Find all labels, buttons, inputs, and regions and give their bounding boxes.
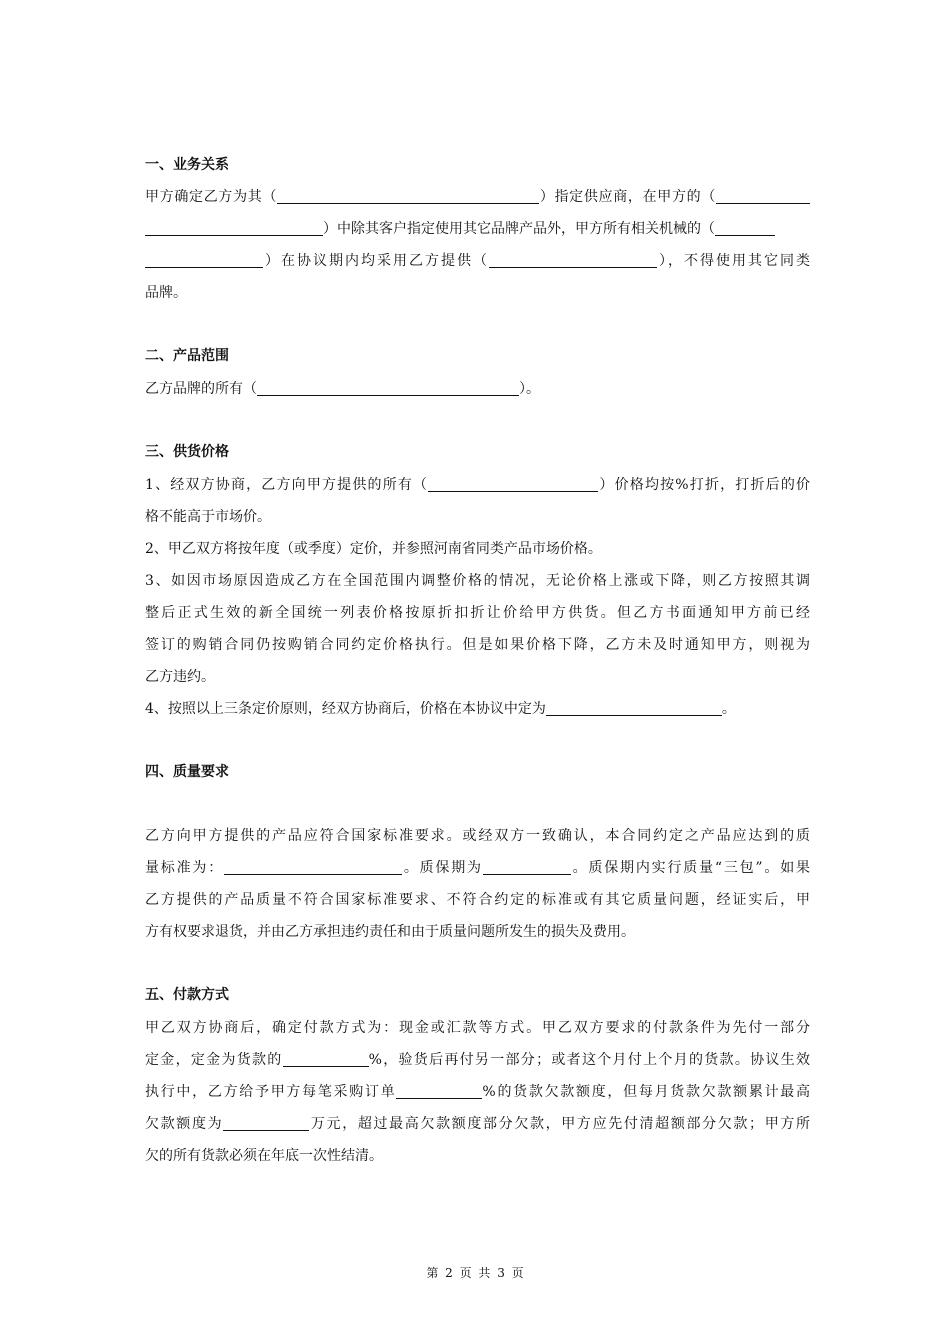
fill-blank xyxy=(716,188,810,204)
fill-blank xyxy=(223,1115,309,1131)
paragraph-line: 2、甲乙双方将按年度（或季度）定价，并参照河南省同类产品市场价格。 xyxy=(145,541,602,557)
paragraph-line: 3、如因市场原因造成乙方在全国范围内调整价格的情况，无论价格上涨或下降，则乙方按照其调 xyxy=(145,573,810,589)
page-number-footer: 第 2 页 共 3 页 xyxy=(426,1266,524,1280)
fill-blank xyxy=(483,859,571,875)
paragraph-line: 执行中，乙方给予甲方每笔采购订单 %的货款欠款额度，但每月货款欠款额累计最高 xyxy=(145,1084,810,1100)
fill-blank xyxy=(396,1083,482,1099)
paragraph-line: 方有权要求退货，并由乙方承担违约责任和由于质量问题所发生的损失及费用。 xyxy=(145,924,635,940)
paragraph-line: 量标准为： 。质保期为 。质保期内实行质量“三包”。如果 xyxy=(145,860,810,876)
section-heading-supply-price: 三、供货价格 xyxy=(145,444,229,460)
paragraph-line: 欠的所有货款必须在年底一次性结清。 xyxy=(145,1148,383,1164)
paragraph-line: 甲乙双方协商后，确定付款方式为：现金或汇款等方式。甲乙双方要求的付款条件为先付一部分 xyxy=(145,1020,810,1036)
fill-blank xyxy=(428,476,598,492)
paragraph-line: 整后正式生效的新全国统一列表价格按原折扣折让价给甲方供货。但乙方书面通知甲方前已经 xyxy=(145,605,810,621)
paragraph-line: 乙方提供的产品质量不符合国家标准要求、不符合约定的标准或有其它质量问题，经证实后，甲 xyxy=(145,892,810,908)
fill-blank xyxy=(489,252,657,268)
paragraph-line: 甲方确定乙方为其（ ）指定供应商，在甲方的（ xyxy=(145,186,810,208)
fill-blank xyxy=(715,220,775,236)
fill-blank xyxy=(224,859,402,875)
paragraph-line: 4、按照以上三条定价原则，经双方协商后，价格在本协议中定为 。 xyxy=(145,701,736,717)
paragraph-line: ）在协议期内均采用乙方提供（ ），不得使用其它同类 xyxy=(145,250,810,272)
paragraph-line: ）中除其客户指定使用其它品牌产品外，甲方所有相关机械的（ xyxy=(145,218,810,240)
section-heading-payment-method: 五、付款方式 xyxy=(145,987,229,1003)
fill-blank xyxy=(546,700,722,716)
paragraph-line: 乙方违约。 xyxy=(145,669,215,685)
paragraph-line: 签订的购销合同仍按购销合同约定价格执行。但是如果价格下降，乙方未及时通知甲方，则视为 xyxy=(145,637,810,653)
paragraph-line: 欠款额度为 万元，超过最高欠款额度部分欠款，甲方应先付清超额部分欠款；甲方所 xyxy=(145,1116,810,1132)
paragraph-line: 1、经双方协商，乙方向甲方提供的所有（ ）价格均按%打折，打折后的价 xyxy=(145,477,810,493)
paragraph-line: 乙方品牌的所有（ ）。 xyxy=(145,381,540,397)
section-heading-quality-requirements: 四、质量要求 xyxy=(145,764,229,780)
section-heading-business-relationship: 一、业务关系 xyxy=(145,157,229,173)
paragraph-line: 品牌。 xyxy=(145,285,187,301)
fill-blank xyxy=(257,380,519,396)
section-heading-product-scope: 二、产品范围 xyxy=(145,348,229,364)
paragraph-line: 定金，定金为货款的 %，验货后再付另一部分；或者这个月付上个月的货款。协议生效 xyxy=(145,1052,810,1068)
paragraph-line: 乙方向甲方提供的产品应符合国家标准要求。或经双方一致确认，本合同约定之产品应达到的质 xyxy=(145,828,810,844)
fill-blank xyxy=(145,252,263,268)
fill-blank xyxy=(283,1051,369,1067)
fill-blank xyxy=(277,188,539,204)
paragraph-line: 格不能高于市场价。 xyxy=(145,509,271,525)
fill-blank xyxy=(145,220,323,236)
